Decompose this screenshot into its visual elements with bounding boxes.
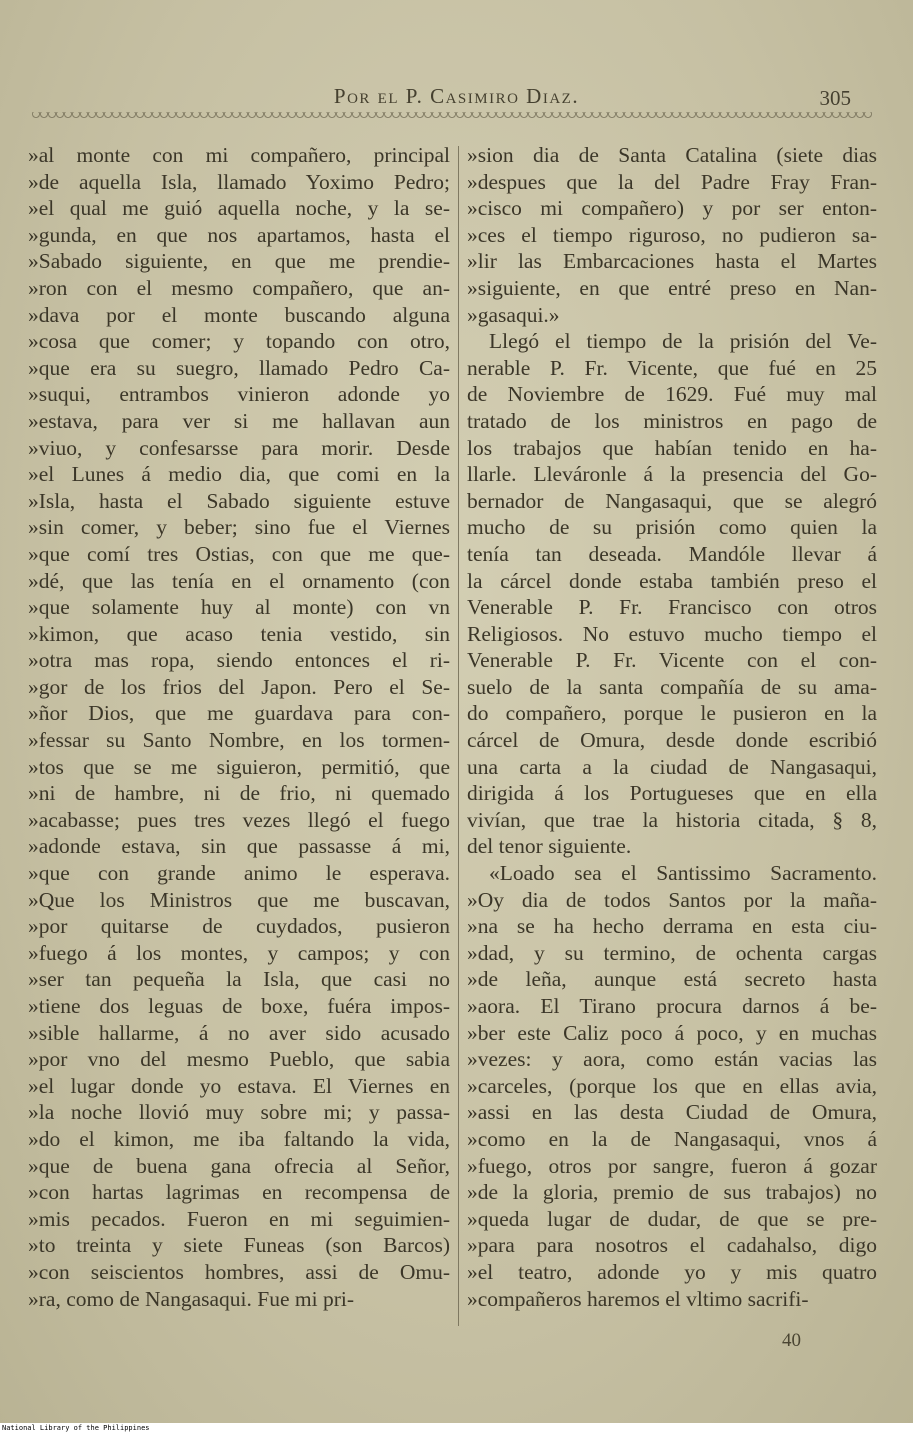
- text-line: »que con grande animo le esperava.: [28, 861, 450, 886]
- text-line: »Isla, hasta el Sabado siguiente estuve: [28, 488, 450, 513]
- text-line: »gunda, en que nos apartamos, hasta el: [28, 222, 450, 247]
- text-line: Venerable P. Fr. Vicente con el con-: [467, 648, 877, 673]
- page-number: 305: [819, 86, 851, 110]
- text-line: »suqui, entrambos vinieron adonde yo: [28, 382, 450, 407]
- signature-mark: 40: [782, 1330, 801, 1351]
- text-line: »para para nosotros el cadahalso, digo: [467, 1233, 877, 1258]
- text-line: »Sabado siguiente, en que me prendie-: [28, 249, 450, 274]
- library-credit: National Library of the Philippines: [2, 1424, 150, 1432]
- text-line: Venerable P. Fr. Francisco con otros: [467, 595, 877, 620]
- header-rule: [32, 112, 872, 120]
- text-line: »que comí tres Ostias, con que me que-: [28, 541, 450, 566]
- text-line: »de aquella Isla, llamado Yoximo Pedro;: [28, 169, 450, 194]
- text-line: Religiosos. No estuvo mucho tiempo el: [467, 621, 877, 646]
- text-line: »carceles, (porque los que en ellas avia,: [467, 1073, 877, 1098]
- text-line: »lir las Embarcaciones hasta el Martes: [467, 249, 877, 274]
- text-line: »fuego á los montes, y campos; y con: [28, 940, 450, 965]
- text-line: »por vno del mesmo Pueblo, que sabia: [28, 1047, 450, 1072]
- text-line: »sion dia de Santa Catalina (siete dias: [467, 143, 877, 167]
- text-line: »kimon, que acaso tenia vestido, sin: [28, 621, 450, 646]
- text-line: Llegó el tiempo de la prisión del Ve-: [489, 329, 877, 354]
- text-line: dirigida á los Portugueses que en ella: [467, 781, 877, 806]
- text-line: do compañero, porque le pusieron en la: [467, 701, 877, 726]
- text-line: »al monte con mi compañero, principal: [28, 143, 450, 167]
- text-line: de Noviembre de 1629. Fué muy mal: [467, 382, 877, 407]
- text-line: »la noche llovió muy sobre mi; y passa-: [28, 1100, 450, 1125]
- text-line: »el lugar donde yo estava. El Viernes en: [28, 1073, 450, 1098]
- text-line: »mis pecados. Fueron en mi seguimien-: [28, 1206, 450, 1231]
- text-line: »to treinta y siete Funeas (son Barcos): [28, 1233, 450, 1258]
- text-line: »que era su suegro, llamado Pedro Ca-: [28, 355, 450, 380]
- column-divider: [458, 146, 459, 1326]
- text-line: »que de buena gana ofrecia al Señor,: [28, 1153, 450, 1178]
- text-line: tenía tan deseada. Mandóle llevar á: [467, 541, 877, 566]
- text-line: »do el kimon, me iba faltando la vida,: [28, 1126, 450, 1151]
- text-line: suelo de la santa compañía de su ama-: [467, 674, 877, 699]
- text-line: »tiene dos leguas de boxe, fuéra impos-: [28, 994, 450, 1018]
- text-line: »tos que se me siguieron, permitió, que: [28, 754, 450, 779]
- text-line: tratado de los ministros en pago de: [467, 408, 877, 433]
- text-line: »Que los Ministros que me buscavan,: [28, 887, 450, 912]
- text-line: »na se ha hecho derrama en esta ciu-: [467, 914, 877, 939]
- text-line: »de la gloria, premio de sus trabajos) no: [467, 1180, 877, 1205]
- text-line: »ra, como de Nangasaqui. Fue mi pri-: [28, 1286, 354, 1311]
- text-line: »gor de los frios del Japon. Pero el Se-: [28, 674, 450, 699]
- text-line: »ron con el mesmo compañero, que an-: [28, 275, 450, 300]
- text-line: »el teatro, adonde yo y mis quatro: [467, 1259, 877, 1284]
- text-line: »con seiscientos hombres, assi de Omu-: [28, 1259, 450, 1284]
- text-line: »dava por el monte buscando alguna: [28, 302, 450, 327]
- text-line: »compañeros haremos el vltimo sacrifi-: [467, 1286, 809, 1311]
- left-column: [28, 142, 450, 1312]
- text-line: »ces el tiempo riguroso, no pudieron sa-: [467, 222, 877, 247]
- text-line: »cosa que comer; y topando con otro,: [28, 329, 450, 354]
- text-line: »gasaqui.»: [467, 302, 560, 327]
- text-line: »acabasse; pues tres vezes llegó el fuego: [28, 807, 450, 832]
- text-line: »sible hallarme, á no aver sido acusado: [28, 1020, 450, 1045]
- text-line: »el qual me guió aquella noche, y la se-: [28, 196, 450, 221]
- text-line: «Loado sea el Santissimo Sacramento.: [489, 861, 877, 886]
- text-line: »adonde estava, sin que passasse á mi,: [28, 834, 450, 859]
- text-line: »aora. El Tirano procura darnos á be-: [467, 994, 877, 1018]
- text-line: cárcel de Omura, desde donde escribió: [467, 728, 877, 753]
- text-line: »por quitarse de cuydados, pusieron: [28, 914, 450, 939]
- text-line: »dé, que las tenía en el ornamento (con: [28, 568, 450, 593]
- text-line: »despues que la del Padre Fray Fran-: [467, 169, 877, 194]
- running-title: Por el P. Casimiro Diaz.: [333, 84, 580, 108]
- text-line: »cisco mi compañero) y por ser enton-: [467, 196, 877, 221]
- text-line: »ber este Caliz poco á poco, y en muchas: [467, 1020, 877, 1045]
- text-line: »que solamente huy al monte) con vn: [28, 595, 450, 620]
- text-line: »fessar su Santo Nombre, en los tormen-: [28, 728, 450, 753]
- text-line: »Oy dia de todos Santos por la maña-: [467, 887, 877, 912]
- text-line: mucho de su prisión como quien la: [467, 515, 877, 540]
- text-line: bernador de Nangasaqui, que se alegró: [467, 488, 877, 513]
- text-line: nerable P. Fr. Vicente, que fué en 25: [467, 355, 877, 380]
- text-line: »otra mas ropa, siendo entonces el ri-: [28, 648, 450, 673]
- text-line: »ser tan pequeña la Isla, que casi no: [28, 967, 450, 992]
- text-line: »con hartas lagrimas en recompensa de: [28, 1180, 450, 1205]
- text-line: llarle. Lleváronle á la presencia del Go-: [467, 462, 877, 487]
- text-line: »assi en las desta Ciudad de Omura,: [467, 1100, 877, 1125]
- text-line: »siguiente, en que entré preso en Nan-: [467, 275, 877, 300]
- text-line: »sin comer, y beber; sino fue el Viernes: [28, 515, 450, 540]
- footer-bar: [0, 1423, 913, 1433]
- text-line: »estava, para ver si me hallavan aun: [28, 408, 450, 433]
- text-line: vivían, que trae la historia citada, § 8,: [467, 807, 877, 832]
- text-line: »queda lugar de dudar, de que se pre-: [467, 1206, 877, 1231]
- text-line: »viuo, y confesarsse para morir. Desde: [28, 435, 450, 460]
- text-line: la cárcel donde estaba también preso el: [467, 568, 877, 593]
- text-line: »ñor Dios, que me guardava para con-: [28, 701, 450, 726]
- text-line: del tenor siguiente.: [467, 834, 632, 859]
- right-column: [467, 142, 877, 1312]
- text-line: »fuego, otros por sangre, fueron á gozar: [467, 1153, 877, 1178]
- text-line: »el Lunes á medio dia, que comi en la: [28, 462, 450, 487]
- text-line: los trabajos que habían tenido en ha-: [467, 435, 877, 460]
- text-line: una carta a la ciudad de Nangasaqui,: [467, 754, 877, 779]
- text-line: »de leña, aunque está secreto hasta: [467, 967, 877, 992]
- text-line: »dad, y su termino, de ochenta cargas: [467, 940, 877, 965]
- text-line: »ni de hambre, ni de frio, ni quemado: [28, 781, 450, 806]
- text-line: »vezes: y aora, como están vacias las: [467, 1047, 877, 1072]
- text-line: »como en la de Nangasaqui, vnos á: [467, 1126, 877, 1151]
